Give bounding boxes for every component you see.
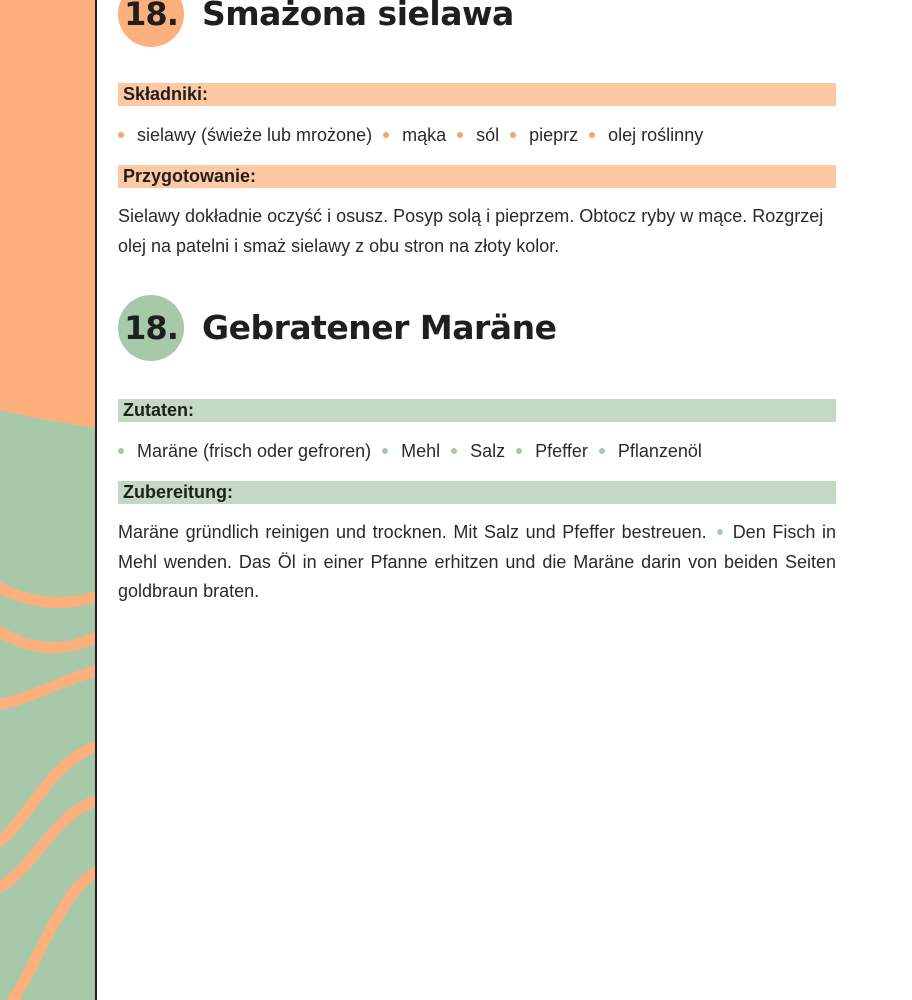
ingredients-heading: Zutaten: — [118, 399, 836, 422]
list-item: olej roślinny — [589, 125, 703, 146]
preparation-text: Sielawy dokładnie oczyść i osusz. Posyp solą i pieprzem. Obtocz ryby w mące. Rozgrzej olej na patelni i smaż sielawy z obu stron na złoty kolor. — [118, 206, 824, 256]
bullet-icon — [589, 132, 595, 138]
recipe-number-badge: 18. — [118, 0, 184, 47]
ingredients-list — [118, 122, 836, 148]
bullet-icon — [118, 132, 124, 138]
recipe-title: Gebratener Maräne — [202, 308, 557, 347]
bullet-icon — [599, 448, 605, 454]
bullet-icon — [457, 132, 463, 138]
preparation-text: Maräne gründlich reinigen und trocknen. Mit Salz und Pfeffer bestreuen. Den Fisch in Mehl wenden. Das Öl in einer Pfanne erhitzen und die Maräne darin von beiden Seiten goldbraun braten. — [118, 522, 836, 601]
list-item: Maräne (frisch oder gefroren) — [118, 441, 371, 462]
bullet-icon — [510, 132, 516, 138]
list-item: pieprz — [510, 125, 578, 146]
list-item: sielawy (świeże lub mrożone) — [118, 125, 372, 146]
list-item: Mehl — [382, 441, 440, 462]
wave-pattern-graphic — [0, 0, 95, 1000]
preparation-heading: Przygotowanie: — [118, 165, 836, 188]
list-item: Pflanzenöl — [599, 441, 702, 462]
preparation-heading: Zubereitung: — [118, 481, 836, 504]
recipe-title: Smażona sielawa — [202, 0, 514, 33]
ingredients-list — [118, 438, 836, 464]
bullet-icon — [516, 448, 522, 454]
bullet-icon — [118, 448, 124, 454]
list-item: mąka — [383, 125, 446, 146]
ingredients-heading: Składniki: — [118, 83, 836, 106]
bullet-icon — [451, 448, 457, 454]
bullet-icon — [717, 529, 723, 535]
list-item: sól — [457, 125, 499, 146]
decorative-side-panel — [0, 0, 97, 1000]
list-item: Pfeffer — [516, 441, 588, 462]
bullet-icon — [382, 448, 388, 454]
bullet-icon — [383, 132, 389, 138]
list-item: Salz — [451, 441, 505, 462]
recipe-number-badge: 18. — [118, 295, 184, 361]
